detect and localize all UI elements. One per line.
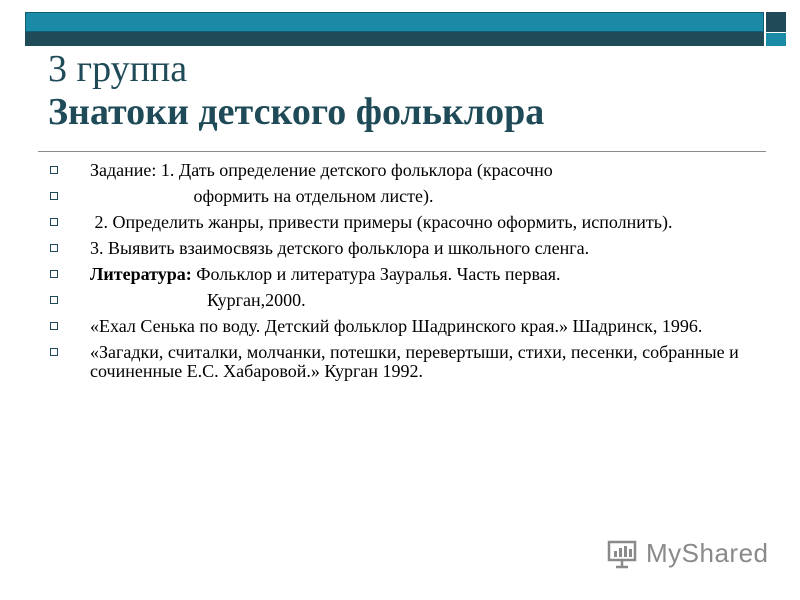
bullet-item xyxy=(50,317,750,336)
header-bar-teal xyxy=(25,12,764,32)
myshared-logo xyxy=(606,538,769,569)
myshared-logo-icon xyxy=(606,539,640,569)
header-square-teal xyxy=(766,33,786,46)
square-bullet-icon xyxy=(50,296,58,304)
header-square-dark xyxy=(766,12,786,32)
bullet-label-literature: Литература: xyxy=(90,264,192,284)
square-bullet-icon xyxy=(50,166,58,174)
bullet-item xyxy=(50,239,750,258)
title-line-group: 3 группа xyxy=(48,48,188,90)
square-bullet-icon xyxy=(50,192,58,200)
bullet-text: Курган,2000. xyxy=(90,290,306,310)
title-divider xyxy=(38,151,766,152)
bullet-item xyxy=(50,187,750,206)
bullet-text: «Загадки, считалки, молчанки, потешки, перевертыши, стихи, песенки, собранные и сочиненные Е.С. Хабаровой.» Курган 1992. xyxy=(90,342,739,381)
bullet-text: Задание: 1. Дать определение детского фольклора (красочно xyxy=(90,160,553,180)
bullet-text: 2. Определить жанры, привести примеры (красочно оформить, исполнить). xyxy=(90,212,673,232)
bullet-item xyxy=(50,343,750,381)
bullet-list xyxy=(50,161,750,388)
header-bar-dark xyxy=(25,32,764,46)
square-bullet-icon xyxy=(50,218,58,226)
myshared-logo-text: MyShared xyxy=(646,538,769,568)
bullet-item xyxy=(50,291,750,310)
bullet-item xyxy=(50,265,750,284)
title-line-topic: Знатоки детского фольклора xyxy=(48,90,545,133)
bullet-text: оформить на отдельном листе). xyxy=(90,186,434,206)
square-bullet-icon xyxy=(50,322,58,330)
bullet-text: «Ехал Сенька по воду. Детский фольклор Шадринского края.» Шадринск, 1996. xyxy=(90,316,703,336)
square-bullet-icon xyxy=(50,270,58,278)
slide-title xyxy=(48,48,544,133)
bullet-item xyxy=(50,213,750,232)
bullet-text: Фольклор и литература Зауралья. Часть первая. xyxy=(191,264,561,284)
square-bullet-icon xyxy=(50,348,58,356)
square-bullet-icon xyxy=(50,244,58,252)
bullet-item xyxy=(50,161,750,180)
bullet-text: 3. Выявить взаимосвязь детского фольклора и школьного сленга. xyxy=(90,238,590,258)
